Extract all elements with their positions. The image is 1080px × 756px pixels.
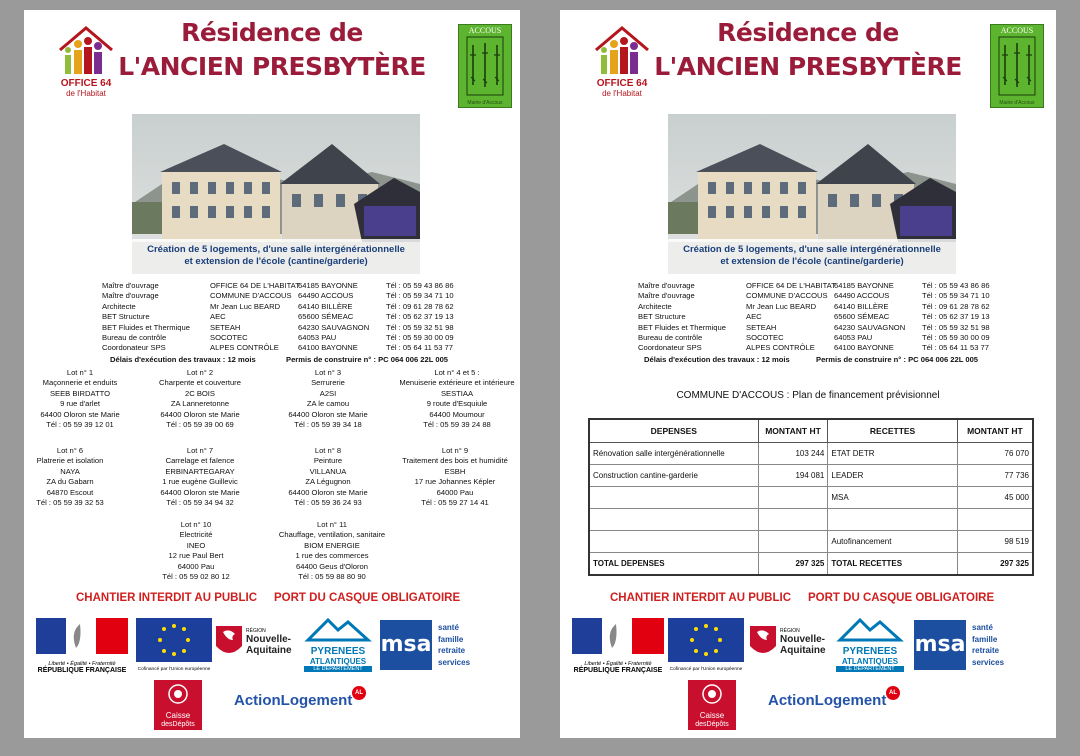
office64-logo-sub: de l'Habitat: [66, 89, 106, 98]
lot-block: Lot n° 7 Carrelage et faïence ERBINARTEGARAY 1 rue eugène Guillevic 64400 Oloron ste Marie Tél : 05 59 34 94 32: [160, 446, 240, 508]
msa-logo: [380, 620, 494, 672]
msa-words: santé famille retraite services: [972, 623, 1005, 667]
marianne-flag-icon: [572, 618, 664, 654]
caisse-depots-logo: [154, 680, 202, 730]
region-logo: [214, 622, 300, 666]
header-depenses: DEPENSES: [589, 419, 758, 443]
building-permit: Permis de construire n° : PC 064 006 22L 005: [286, 355, 449, 364]
eu-flag-icon: [668, 618, 744, 662]
contact-row: Maître d'ouvrage COMMUNE D'ACCOUS 64490 ACCOUS Tél : 05 59 34 71 10: [638, 291, 990, 301]
table-row: Autofinancement 98 519: [589, 531, 1033, 553]
region-label2: Aquitaine: [780, 645, 826, 656]
contact-row: Maître d'ouvrage COMMUNE D'ACCOUS 64490 ACCOUS Tél : 05 59 34 71 10: [102, 291, 454, 301]
caisse-label2: desDépôts: [695, 721, 729, 728]
works-delay: Délais d'exécution des travaux : 12 mois: [644, 355, 790, 364]
region-label1: Nouvelle-: [246, 634, 292, 645]
caisse-seal-icon: [154, 680, 202, 706]
rf-motto: Liberté • Égalité • Fraternité: [48, 661, 116, 667]
action-logement-badge: AL: [352, 686, 366, 700]
caption-line1: Création de 5 logements, d'une salle intergénérationnelle: [683, 244, 941, 255]
pa-label3: LE DÉPARTEMENT: [304, 666, 372, 672]
house-logo-icon: [56, 24, 116, 78]
lot-block: Lot n° 3 Serrurerie A2SI ZA le camou 64400 Oloron ste Marie Tél : 05 59 39 34 18: [288, 368, 368, 430]
table-row: Construction cantine-garderie 194 081 LEADER 77 736: [589, 465, 1033, 487]
caisse-label1: Caisse: [699, 711, 725, 720]
region-small: RÉGION: [246, 628, 266, 634]
poster-title-line2: L'ANCIEN PRESBYTÈRE: [654, 52, 962, 81]
table-row: MSA 45 000: [589, 487, 1033, 509]
marianne-flag-icon: [36, 618, 128, 654]
region-lion-icon: [214, 624, 244, 660]
rf-label: RÉPUBLIQUE FRANÇAISE: [573, 667, 663, 674]
pyrenees-atlantiques-logo: [304, 616, 372, 672]
house-logo-icon: [592, 24, 652, 78]
contacts-table: [102, 281, 520, 354]
accous-crest-icon: [991, 25, 1043, 107]
pa-label1: PYRENEES: [842, 646, 898, 657]
contact-row: Architecte Mr Jean Luc BEARD 64140 BILLÈRE Tél : 09 61 28 78 62: [102, 301, 454, 311]
table-row: Rénovation salle intergénérationnelle 103 244 ETAT DETR 76 070: [589, 443, 1033, 465]
caisse-label2: desDépôts: [161, 721, 195, 728]
msa-logo: [914, 620, 1028, 672]
contact-row: Maître d'ouvrage OFFICE 64 DE L'HABITAT 64185 BAYONNE Tél : 05 59 43 86 86: [638, 281, 990, 290]
eu-label: Cofinancé par l'Union européenne: [137, 667, 211, 672]
caption-line1: Création de 5 logements, d'une salle intergénérationnelle: [147, 244, 405, 255]
accous-logo: [458, 24, 512, 108]
warning-helmet: PORT DU CASQUE OBLIGATOIRE: [808, 592, 995, 604]
header-recettes: RECETTES: [828, 419, 957, 443]
project-caption: [668, 239, 956, 275]
eu-label: Cofinancé par l'Union européenne: [669, 667, 743, 672]
lot-block: Lot n° 9 Traitement des bois et humidité ESBH 17 rue Johannes Képler 64000 Pau Tél : 05 59 27 14 41: [402, 446, 508, 508]
warning-no-public: CHANTIER INTERDIT AU PUBLIC: [610, 592, 792, 604]
rf-label: RÉPUBLIQUE FRANÇAISE: [37, 667, 127, 674]
header-montant-depenses: MONTANT HT: [758, 419, 828, 443]
rf-logo: [572, 618, 664, 674]
mountain-icon: [304, 616, 372, 642]
office64-logo-sub: de l'Habitat: [602, 89, 642, 98]
financing-table: [588, 418, 1034, 576]
region-logo: [748, 622, 834, 666]
rf-motto: Liberté • Égalité • Fraternité: [584, 661, 652, 667]
office64-logo-name: OFFICE 64: [60, 78, 112, 89]
lot-block: Lot n° 1 Maçonnerie et enduits SEEB BIRDATTO 9 rue d'arlet 64400 Oloron ste Marie Tél : 05 59 39 12 01: [40, 368, 120, 430]
building-permit: Permis de construire n° : PC 064 006 22L 005: [816, 355, 979, 364]
poster-title-line1: Résidence de: [717, 18, 899, 47]
action-logement-badge: AL: [886, 686, 900, 700]
caisse-label1: Caisse: [165, 711, 191, 720]
contact-row: Coordonateur SPS ALPES CONTRÔLE 64100 BAYONNE Tél : 05 64 11 53 77: [102, 343, 453, 353]
caption-line2: et extension de l'école (cantine/garderie): [720, 256, 904, 267]
msa-letters: msa: [380, 620, 432, 670]
action-logement-label: ActionLogement: [234, 692, 353, 709]
accous-crest-icon: [459, 25, 511, 107]
caption-line2: et extension de l'école (cantine/garderie): [184, 256, 368, 267]
warning-helmet: PORT DU CASQUE OBLIGATOIRE: [274, 592, 461, 604]
lot-block: Lot n° 8 Peinture VILLANUA ZA Légugnon 64400 Oloron ste Marie Tél : 05 59 36 24 93: [288, 446, 368, 508]
region-small: RÉGION: [780, 628, 800, 634]
project-caption: [132, 239, 420, 275]
contact-row: BET Fluides et Thermique SETEAH 64230 SAUVAGNON Tél : 05 59 32 51 98: [102, 322, 454, 332]
region-label1: Nouvelle-: [780, 634, 826, 645]
lot-block: Lot n° 2 Charpente et couverture 2C BOIS ZA Lanneretonne 64400 Oloron ste Marie Tél : 05 59 39 00 69: [159, 368, 241, 430]
financing-header-row: [589, 419, 1033, 443]
eu-flag-icon: [136, 618, 212, 662]
mountain-icon: [836, 616, 904, 642]
poster-title-line1: Résidence de: [181, 18, 363, 47]
msa-words: santé famille retraite services: [438, 623, 471, 667]
eu-logo: [668, 618, 744, 674]
poster-left: [24, 10, 520, 738]
lot-block: Lot n° 6 Platrerie et isolation NAYA ZA du Gabarn 64870 Escout Tél : 05 59 39 32 53: [36, 446, 104, 508]
contact-row: Maître d'ouvrage OFFICE 64 DE L'HABITAT 64185 BAYONNE Tél : 05 59 43 86 86: [102, 281, 454, 290]
works-delay: Délais d'exécution des travaux : 12 mois: [110, 355, 256, 364]
pa-label2: ATLANTIQUES: [841, 657, 899, 666]
pa-label1: PYRENEES: [310, 646, 366, 657]
contact-row: BET Structure AEC 65600 SÉMEAC Tél : 05 62 37 19 13: [102, 312, 454, 322]
contact-row: BET Fluides et Thermique SETEAH 64230 SAUVAGNON Tél : 05 59 32 51 98: [638, 322, 990, 332]
caisse-depots-logo: [688, 680, 736, 730]
poster-right: [560, 10, 1056, 738]
accous-logo-sub: Mairie d'Accous: [999, 100, 1035, 106]
accous-logo-label: ACCOUS: [1000, 26, 1034, 35]
lot-block: Lot n° 4 et 5 : Menuiserie extérieure et intérieure SESTIAA 9 route d'Esquiule 64400 Moumour Tél : 05 59 39 24 88: [399, 368, 515, 430]
eu-logo: [136, 618, 212, 674]
pa-label3: LE DÉPARTEMENT: [836, 666, 904, 672]
contact-row: BET Structure AEC 65600 SÉMEAC Tél : 05 62 37 19 13: [638, 312, 990, 322]
msa-letters: msa: [914, 620, 966, 670]
financing-total-row: TOTAL DEPENSES 297 325 TOTAL RECETTES 297 325: [589, 553, 1033, 576]
accous-logo: [990, 24, 1044, 108]
contacts-table: [638, 281, 1056, 354]
poster-title-line2: L'ANCIEN PRESBYTÈRE: [118, 52, 426, 81]
action-logement-logo: [768, 692, 900, 722]
table-row: [589, 509, 1033, 531]
contact-row: Coordonateur SPS ALPES CONTRÔLE 64100 BAYONNE Tél : 05 64 11 53 77: [638, 343, 989, 353]
region-lion-icon: [748, 624, 778, 660]
caisse-seal-icon: [688, 680, 736, 706]
financing-title: COMMUNE D'ACCOUS : Plan de financement prévisionnel: [676, 390, 940, 401]
header-montant-recettes: MONTANT HT: [957, 419, 1033, 443]
lot-block: Lot n° 11 Chauffage, ventilation, sanitaire BIOM ENERGIE 1 rue des commerces 64400 Geus d'Oloron Tél : 05 59 88 80 90: [278, 520, 386, 582]
office64-logo: [50, 24, 122, 104]
contact-row: Bureau de contrôle SOCOTEC 64053 PAU Tél : 05 59 30 00 09: [638, 332, 990, 342]
accous-logo-sub: Mairie d'Accous: [467, 100, 503, 106]
office64-logo-name: OFFICE 64: [596, 78, 648, 89]
pyrenees-atlantiques-logo: [836, 616, 904, 672]
lot-block: Lot n° 10 Electricité INEO 12 rue Paul Bert 64000 Pau Tél : 05 59 02 80 12: [162, 520, 230, 582]
region-label2: Aquitaine: [246, 645, 292, 656]
action-logement-logo: [234, 692, 366, 722]
action-logement-label: ActionLogement: [768, 692, 887, 709]
office64-logo: [586, 24, 658, 104]
rf-logo: [36, 618, 128, 674]
contact-row: Bureau de contrôle SOCOTEC 64053 PAU Tél : 05 59 30 00 09: [102, 332, 454, 342]
pa-label2: ATLANTIQUES: [309, 657, 367, 666]
warning-no-public: CHANTIER INTERDIT AU PUBLIC: [76, 592, 258, 604]
accous-logo-label: ACCOUS: [468, 26, 502, 35]
contact-row: Architecte Mr Jean Luc BEARD 64140 BILLÈRE Tél : 09 61 28 78 62: [638, 301, 990, 311]
